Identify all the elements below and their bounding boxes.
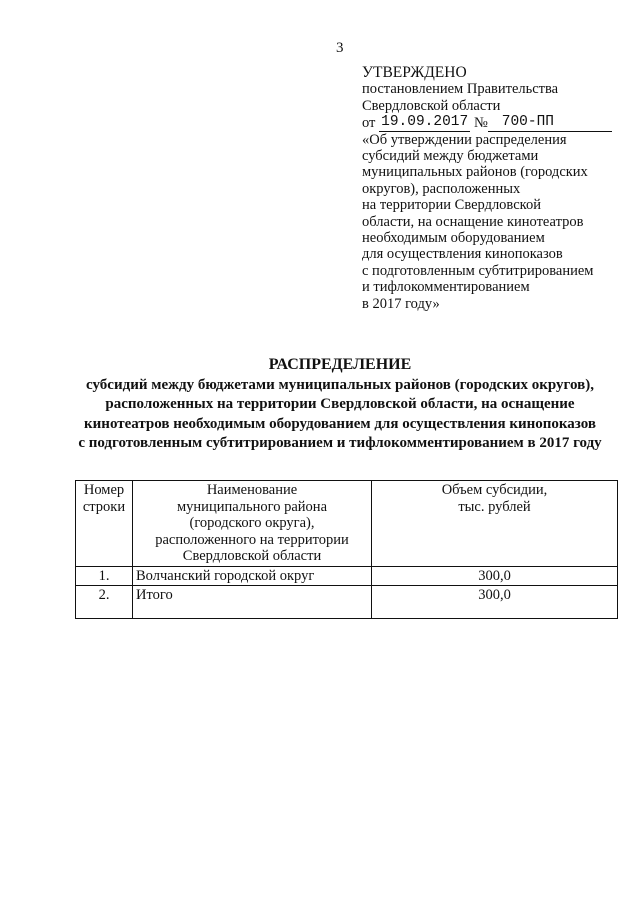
title-main: РАСПРЕДЕЛЕНИЕ xyxy=(268,356,412,373)
document-title xyxy=(40,355,640,454)
row-municipality: Итого xyxy=(133,586,372,619)
subject-line: области, на оснащение кинотеатров xyxy=(362,213,584,230)
title-line: с подготовленным субтитрированием и тифлокомментированием в 2017 году xyxy=(78,435,602,451)
title-line: субсидий между бюджетами муниципальных районов (городских округов), xyxy=(86,376,594,393)
subject-line: с подготовленным субтитрированием xyxy=(362,262,594,279)
table-row-total xyxy=(76,586,618,619)
title-line: расположенных на территории Свердловской области, на оснащение xyxy=(105,396,575,412)
row-number: 1. xyxy=(76,566,133,586)
date-prefix: от xyxy=(362,115,376,132)
row-number: 2. xyxy=(76,586,133,619)
header-text: Наименование xyxy=(206,482,298,498)
number-sign: № xyxy=(473,115,488,132)
header-text: Номер xyxy=(83,482,125,498)
header-text: тыс. рублей xyxy=(458,498,531,515)
subject-line: муниципальных районов (городских xyxy=(362,164,588,181)
header-text: расположенного на территории xyxy=(155,531,349,548)
table-header-row xyxy=(76,481,618,567)
subject-line: округов), расположенных xyxy=(362,180,521,197)
header-text: муниципального района xyxy=(177,498,327,515)
distribution-table xyxy=(75,480,618,619)
approval-number: 700-ПП xyxy=(488,114,612,131)
approval-line: постановлением Правительства xyxy=(362,81,559,98)
row-amount: 300,0 xyxy=(372,586,618,619)
subject-line: субсидий между бюджетами xyxy=(362,148,539,165)
table-row xyxy=(76,566,618,586)
header-text: строки xyxy=(82,498,126,515)
subject-line: и тифлокомментированием xyxy=(362,279,530,296)
row-municipality: Волчанский городской округ xyxy=(133,566,372,586)
row-amount: 300,0 xyxy=(372,566,618,586)
header-text: (городского округа), xyxy=(189,515,315,531)
header-subsidy-amount xyxy=(372,481,618,567)
header-municipality-name xyxy=(133,481,372,567)
subject-line: «Об утверждении распределения xyxy=(362,131,567,148)
approval-date: 19.09.2017 xyxy=(381,114,469,131)
header-row-number xyxy=(76,481,133,567)
title-line: кинотеатров необходимым оборудованием для осуществления кинопоказов xyxy=(84,415,596,432)
approval-heading: УТВЕРЖДЕНО xyxy=(362,64,467,81)
approval-block xyxy=(362,65,612,312)
approval-date-row xyxy=(362,114,612,131)
subject-line: в 2017 году» xyxy=(362,295,440,312)
subject-line: для осуществления кинопоказов xyxy=(362,246,563,263)
subject-line: на территории Свердловской xyxy=(362,197,541,214)
page-number: 3 xyxy=(336,40,344,56)
subject-line: необходимым оборудованием xyxy=(362,230,545,247)
header-text: Объем субсидии, xyxy=(441,482,548,498)
header-text: Свердловской области xyxy=(182,548,322,564)
approval-line: Свердловской области xyxy=(362,97,501,114)
